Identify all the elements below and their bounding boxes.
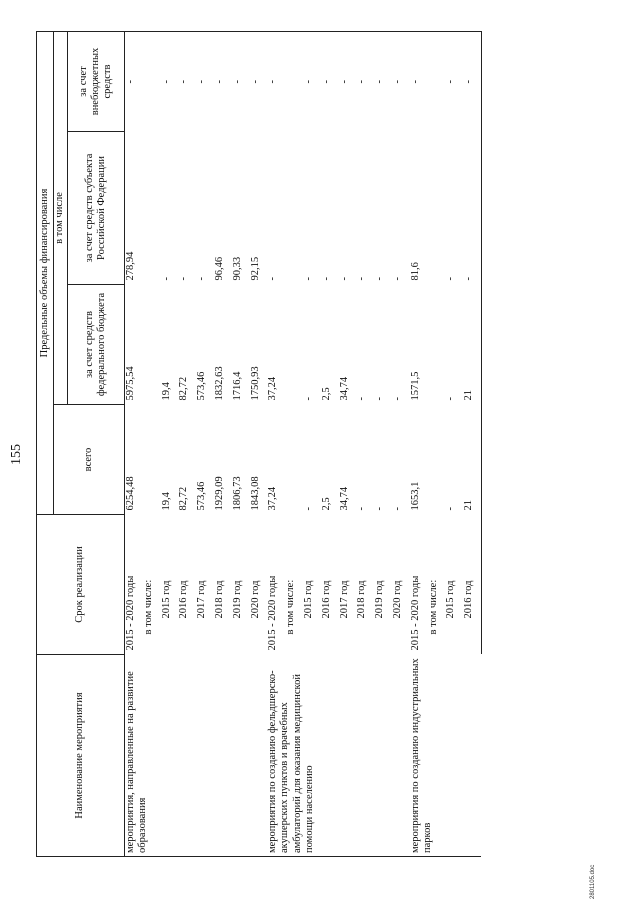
total-cell xyxy=(428,405,446,515)
federal-cell: - xyxy=(302,397,314,401)
extra-cell: - xyxy=(125,32,143,132)
regional-cell: - xyxy=(302,277,314,281)
period-cell: 2020 год xyxy=(391,580,403,619)
federal-cell: 1571,5 xyxy=(409,371,421,401)
total-cell: - xyxy=(445,507,457,511)
regional-cell: 90,33 xyxy=(231,256,243,281)
regional-cell: 92,15 xyxy=(249,256,261,281)
federal-cell: 5975,54 xyxy=(125,366,136,401)
table-row xyxy=(125,32,143,857)
period-cell: в том числе: xyxy=(142,579,154,635)
total-cell: - xyxy=(356,507,368,511)
total-cell: 1806,73 xyxy=(231,476,243,511)
regional-cell: - xyxy=(356,277,368,281)
period-cell: 2015 - 2020 годы xyxy=(409,575,421,651)
total-cell: - xyxy=(374,507,386,511)
total-cell: 37,24 xyxy=(267,486,279,511)
regional-cell: 81,6 xyxy=(409,262,421,281)
table-row xyxy=(267,32,285,857)
regional-cell: - xyxy=(320,277,332,281)
extra-cell: - xyxy=(267,32,285,132)
regional-cell: - xyxy=(178,277,190,281)
period-cell: 2019 год xyxy=(374,580,386,619)
period-cell: 2018 год xyxy=(356,580,368,619)
federal-cell xyxy=(143,285,161,405)
header-name: Наименование мероприятия xyxy=(37,655,125,857)
federal-cell: 37,24 xyxy=(267,376,279,401)
extra-cell: - xyxy=(463,32,481,132)
period-cell: 2015 - 2020 годы xyxy=(267,575,279,651)
period-cell: 2020 год xyxy=(249,580,261,619)
extra-cell: - xyxy=(196,32,214,132)
federal-cell xyxy=(428,285,446,405)
total-cell: 573,46 xyxy=(196,481,208,511)
extra-cell xyxy=(143,32,161,132)
federal-cell: - xyxy=(391,397,403,401)
regional-cell: 278,94 xyxy=(125,251,136,281)
total-cell xyxy=(285,405,303,515)
footer-code: 2801105.doc xyxy=(590,864,596,899)
period-cell: 2019 год xyxy=(231,580,243,619)
extra-cell: - xyxy=(303,32,321,132)
header-group: Предельные объемы финансирования xyxy=(37,32,54,515)
period-cell: 2016 год xyxy=(178,580,190,619)
total-cell: - xyxy=(302,507,314,511)
total-cell: 82,72 xyxy=(178,486,190,511)
period-cell: 2015 год xyxy=(160,580,172,619)
total-cell: 21 xyxy=(463,405,481,515)
extra-cell xyxy=(428,32,446,132)
total-cell: 34,74 xyxy=(338,486,350,511)
federal-cell: 1716,4 xyxy=(231,371,243,401)
extra-cell: - xyxy=(232,32,250,132)
page-number: 155 xyxy=(9,444,24,465)
period-cell: 2015 год xyxy=(302,580,314,619)
period-cell: в том числе: xyxy=(285,579,297,635)
period-cell: 2018 год xyxy=(213,580,225,619)
regional-cell: - xyxy=(374,277,386,281)
federal-cell xyxy=(285,285,303,405)
federal-cell: 82,72 xyxy=(178,376,190,401)
regional-cell xyxy=(143,132,161,285)
extra-cell: - xyxy=(356,32,374,132)
total-cell: 1843,08 xyxy=(249,476,261,511)
period-cell: 2016 год xyxy=(320,580,332,619)
total-cell: 1653,1 xyxy=(409,481,421,511)
regional-cell: - xyxy=(196,277,208,281)
regional-cell: - xyxy=(160,277,172,281)
federal-cell: - xyxy=(374,397,386,401)
activity-name: мероприятия по созданию фельдшерско-акушерских пунктов и врачебных амбулаторий для оказания медицинской помощи населению xyxy=(267,655,409,857)
period-cell: 2015 год xyxy=(445,580,457,619)
regional-cell: - xyxy=(463,132,481,285)
federal-cell: 1750,93 xyxy=(249,366,261,401)
regional-cell: - xyxy=(267,277,279,281)
extra-cell: - xyxy=(410,32,428,132)
activity-name: мероприятия по созданию индустриальных парков xyxy=(410,655,482,857)
financing-table xyxy=(36,31,482,857)
extra-cell xyxy=(285,32,303,132)
regional-cell xyxy=(428,132,446,285)
regional-cell xyxy=(285,132,303,285)
total-cell: 19,4 xyxy=(160,492,172,511)
table-body xyxy=(125,32,482,857)
total-cell: 2,5 xyxy=(320,497,332,511)
header-extra: за счет внебюджетных средств xyxy=(68,32,125,132)
federal-cell: 19,4 xyxy=(160,382,172,401)
header-period: Срок реализации xyxy=(37,515,125,655)
total-cell: 6254,48 xyxy=(125,476,136,511)
total-cell: 1929,09 xyxy=(213,476,225,511)
total-cell xyxy=(143,405,161,515)
regional-cell: - xyxy=(391,277,403,281)
federal-cell: - xyxy=(356,397,368,401)
header-total: всего xyxy=(54,405,125,515)
period-cell: 2016 год xyxy=(463,515,481,655)
regional-cell: - xyxy=(445,277,457,281)
period-cell: 2017 год xyxy=(196,580,208,619)
federal-cell: 573,46 xyxy=(196,371,208,401)
period-cell: 2017 год xyxy=(338,580,350,619)
federal-cell: 1832,63 xyxy=(213,366,225,401)
federal-cell: 2,5 xyxy=(320,387,332,401)
extra-cell: - xyxy=(445,32,463,132)
total-cell: - xyxy=(391,507,403,511)
header-regional: за счет средств субъекта Российской Федерации xyxy=(68,132,125,285)
extra-cell: - xyxy=(178,32,196,132)
federal-cell: 21 xyxy=(463,285,481,405)
period-cell: в том числе: xyxy=(427,579,439,635)
extra-cell: - xyxy=(339,32,357,132)
extra-cell: - xyxy=(321,32,339,132)
header-federal: за счет средств федерального бюджета xyxy=(68,285,125,405)
regional-cell: - xyxy=(338,277,350,281)
federal-cell: 34,74 xyxy=(338,376,350,401)
table-row xyxy=(410,32,428,857)
extra-cell: - xyxy=(161,32,179,132)
period-cell: 2015 - 2020 годы xyxy=(125,575,136,651)
extra-cell: - xyxy=(392,32,410,132)
activity-name: мероприятия, направленные на развитие образования xyxy=(125,655,268,857)
federal-cell: - xyxy=(445,397,457,401)
header-subgroup: в том числе xyxy=(54,32,68,405)
extra-cell: - xyxy=(250,32,268,132)
regional-cell: 96,46 xyxy=(213,256,225,281)
extra-cell: - xyxy=(374,32,392,132)
extra-cell: - xyxy=(214,32,232,132)
